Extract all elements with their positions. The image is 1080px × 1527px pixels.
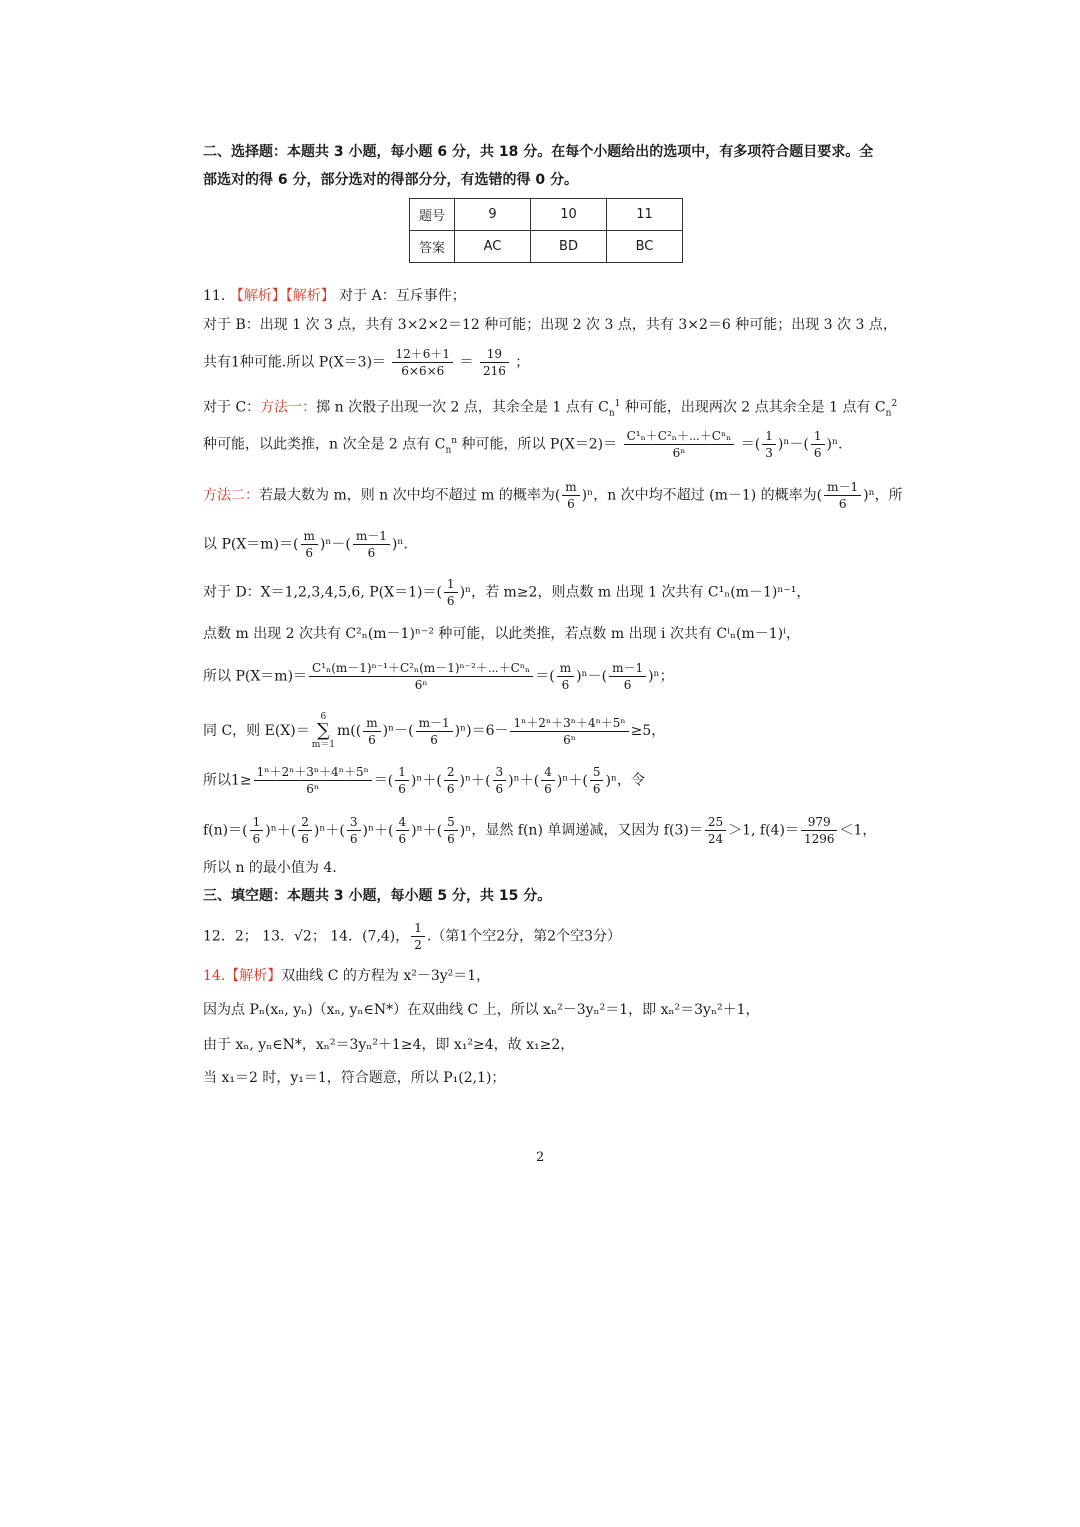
text-span: )ⁿ－( — [576, 668, 608, 685]
power-term: ( $\frac{4}{6}$ )ⁿ＋ — [533, 765, 583, 796]
sum-symbol: ∑ — [316, 720, 330, 741]
text-span: f(n)＝ — [203, 822, 243, 839]
text-span: m(( — [337, 723, 362, 739]
text-span: ，令 — [616, 772, 645, 789]
denominator: 6 — [368, 732, 376, 747]
fraction — [624, 428, 735, 461]
denominator: 6 — [430, 732, 438, 747]
denominator: 6 — [592, 782, 601, 796]
method-label: 方法一： — [260, 399, 317, 416]
fraction — [250, 814, 264, 847]
table-cell: BC — [607, 231, 683, 263]
denominator: 216 — [482, 364, 506, 378]
numerator: C¹ₙ＋C²ₙ＋⋯＋Cⁿₙ — [624, 428, 735, 445]
denominator: 6 — [301, 832, 309, 846]
text-span: 掷 n 次骰子出现一次 2 点，其余全是 1 点有 C — [316, 399, 609, 416]
fraction — [392, 346, 453, 379]
numerator: 19 — [480, 346, 509, 363]
numerator: 1 — [411, 920, 425, 937]
fraction — [480, 346, 509, 379]
q11-line-h: 所以 n 的最小值为 4. — [203, 860, 337, 876]
power-term: ( $\frac{5}{6}$ )ⁿ — [582, 765, 617, 796]
table-cell: 11 — [607, 199, 683, 231]
sum-upper: 6 — [320, 712, 327, 722]
denominator: 6 — [495, 782, 504, 796]
answer-table — [409, 198, 683, 263]
fraction — [353, 528, 390, 561]
power-term: ( $\frac{3}{6}$ )ⁿ＋ — [339, 815, 389, 846]
denominator: 6 — [349, 832, 358, 846]
numerator: 1 — [395, 764, 409, 781]
denominator: 2 — [414, 938, 422, 952]
q11-line-c1: 对于 C：方法一：掷 n 次骰子出现一次 2 点，其余全是 1 点有 $C_n^1$ 种可能，出现两次 2 点其余全是 1 点有 $C_n^2$ — [203, 399, 898, 419]
text-span: ，显然 f(n) 单调递减，又因为 f(3)＝ — [471, 822, 703, 839]
numerator: 1ⁿ＋2ⁿ＋3ⁿ＋4ⁿ＋5ⁿ — [254, 764, 372, 781]
text-span: 若最大数为 m，则 n 次中均不超过 m 的概率为( — [259, 487, 561, 504]
text-span: ＞1, f(4)＝ — [728, 822, 799, 839]
q11-number: 11. — [203, 288, 226, 304]
fraction — [254, 764, 372, 797]
numerator: 1 — [811, 428, 825, 445]
text-span: )ⁿ. — [391, 536, 408, 553]
q14-number: 14. — [203, 968, 226, 984]
table-cell: BD — [531, 231, 607, 263]
fraction — [824, 479, 861, 512]
fraction — [411, 920, 425, 953]
numerator: m－1 — [824, 479, 861, 496]
q11-tag: 【解析】【解析】 — [229, 288, 335, 304]
q11-line-d1 — [203, 576, 810, 609]
denominator: 6ⁿ — [414, 678, 428, 692]
denominator: 6ⁿ — [563, 732, 576, 747]
q14-line2: 因为点 Pₙ(xₙ, yₙ)（xₙ, yₙ∈N*）在双曲线 C 上，所以 xₙ²－3yₙ²＝1，即 xₙ²＝3yₙ²＋1， — [203, 1002, 760, 1018]
numerator: 3 — [347, 814, 361, 831]
text-span: ＝ — [373, 772, 388, 789]
q11-a: 对于 A：互斥事件； — [339, 288, 466, 304]
denominator: 6 — [561, 678, 570, 692]
q11-line-b2 — [203, 346, 529, 379]
numerator: 4 — [396, 814, 410, 831]
power-term: ( $\frac{1}{6}$ )ⁿ＋ — [242, 815, 291, 846]
denominator: 6×6×6 — [401, 364, 445, 378]
fraction — [301, 528, 318, 561]
table-row — [410, 199, 683, 231]
sum-lower: m＝1 — [311, 740, 335, 750]
q11-line-m3 — [203, 528, 408, 561]
table-cell: 9 — [455, 199, 531, 231]
power-series — [387, 765, 617, 796]
text-span: 以 P(X＝m)＝( — [203, 536, 299, 553]
numerator: m — [363, 715, 380, 732]
denominator: 6 — [544, 782, 552, 796]
text-span: 种可能，以此类推，n 次全是 2 点有 C — [203, 436, 446, 453]
numerator: 5 — [590, 764, 604, 781]
fraction — [347, 814, 361, 847]
power-term: ( $\frac{2}{6}$ )ⁿ＋ — [436, 765, 486, 796]
section2-heading-line1: 二、选择题：本题共 3 小题，每小题 6 分，共 18 分。在每个小题给出的选项中，有多项符合题目要求。全 — [203, 144, 874, 160]
text-span: )ⁿ，若 m≥2，则点数 m 出现 1 次共有 C¹ₙ(m－1)ⁿ⁻¹， — [459, 584, 811, 601]
text-span: 同 C，则 E(X)＝ — [203, 723, 310, 739]
numerator: 1 — [444, 576, 458, 593]
method-label: 方法二： — [203, 487, 259, 504]
text-span: .（第1个空2分，第2个空3分） — [426, 928, 622, 945]
q14-line4: 当 x₁＝2 时，y₁＝1，符合题意，所以 P₁(2,1)； — [203, 1070, 506, 1086]
text-span: ； — [515, 354, 530, 371]
q11-line-f — [203, 764, 645, 797]
text-span: 对于 D：X＝1,2,3,4,5,6, P(X＝1)＝( — [203, 584, 442, 601]
numerator: 1 — [250, 814, 264, 831]
fraction — [416, 715, 453, 748]
numerator: 1ⁿ＋2ⁿ＋3ⁿ＋4ⁿ＋5ⁿ — [510, 715, 628, 732]
fraction — [444, 576, 458, 609]
numerator: m－1 — [416, 715, 453, 732]
denominator: 6 — [813, 446, 822, 460]
text-span: )ⁿ－( — [382, 723, 414, 739]
section3-heading: 三、填空题：本题共 3 小题，每小题 5 分，共 15 分。 — [203, 888, 552, 904]
numerator: 1 — [762, 428, 776, 445]
numerator: 4 — [541, 764, 555, 781]
text-span: )ⁿ，所 — [863, 487, 903, 504]
text-span: )ⁿ)＝6－ — [454, 723, 509, 739]
denominator: 6 — [398, 782, 406, 796]
numerator: m－1 — [609, 660, 646, 677]
fraction — [811, 428, 825, 461]
text-span: )ⁿ－( — [319, 536, 351, 553]
fraction — [510, 715, 628, 748]
table-cell: AC — [455, 231, 531, 263]
denominator: 6 — [398, 832, 407, 846]
table-cell: 题号 — [410, 199, 455, 231]
fraction — [309, 660, 533, 693]
numerator: 2 — [444, 764, 458, 781]
text-span: 所以 P(X＝m)＝ — [203, 668, 308, 685]
power-term: ( $\frac{1}{6}$ )ⁿ＋ — [387, 765, 437, 796]
fraction — [395, 764, 409, 797]
numerator: 979 — [801, 814, 838, 831]
q14-line3: 由于 xₙ, yₙ∈N*，xₙ²＝3yₙ²＋1≥4，即 x₁²≥4，故 x₁≥2， — [203, 1037, 575, 1053]
q11-line-c2: 种可能，以此类推，n 次全是 2 点有 $C_n^n$ 种可能，所以 P(X＝2)＝ $\frac{\text{C¹ₙ＋C²ₙ＋⋯＋Cⁿₙ}}{\text{6ⁿ}}$ ＝( $\frac{1}{3}$ )ⁿ－( $\frac{1}{6}$ )ⁿ. — [203, 429, 843, 460]
q11-line-m2 — [203, 479, 903, 512]
denominator: 6ⁿ — [672, 446, 686, 460]
numerator: 2 — [298, 814, 312, 831]
text-span: 12．2； 13．√2； 14．(7,4)， — [203, 928, 410, 945]
q11-line-e — [203, 712, 665, 750]
fraction — [705, 814, 726, 847]
text-span: ≥5， — [630, 723, 666, 739]
denominator: 3 — [765, 446, 773, 460]
power-term: ( $\frac{2}{6}$ )ⁿ＋ — [290, 815, 340, 846]
summation — [312, 712, 335, 750]
denominator: 24 — [707, 832, 724, 846]
text-span: 所以1≥ — [203, 772, 252, 789]
fraction — [801, 814, 838, 847]
text-span: ＝ — [459, 354, 474, 371]
power-term: ( $\frac{3}{6}$ )ⁿ＋ — [485, 765, 534, 796]
fraction — [363, 715, 380, 748]
denominator: 1296 — [803, 832, 835, 846]
denominator: 6 — [623, 678, 632, 692]
q11-line-a — [203, 286, 466, 306]
denominator: 6 — [446, 594, 455, 608]
numerator: 5 — [444, 814, 458, 831]
text-span: ＝( — [740, 436, 761, 453]
numerator: 3 — [493, 764, 507, 781]
table-cell: 10 — [531, 199, 607, 231]
numerator: m — [562, 479, 579, 496]
numerator: m－1 — [353, 528, 390, 545]
q14-tag: 【解析】 — [225, 968, 282, 984]
power-term: ( $\frac{4}{6}$ )ⁿ＋ — [388, 815, 437, 846]
fraction — [541, 764, 555, 797]
section2-heading-line2: 部选对的得 6 分，部分选对的得部分分，有选错的得 0 分。 — [203, 172, 578, 188]
text-span: )ⁿ，n 次中均不超过 (m－1) 的概率为( — [581, 487, 823, 504]
text-span: 种可能，出现两次 2 点其余全是 1 点有 C — [620, 399, 886, 416]
table-row — [410, 231, 683, 263]
denominator: 6 — [305, 546, 314, 560]
text-span: )ⁿ. — [826, 436, 843, 453]
fraction — [298, 814, 312, 847]
fraction — [609, 660, 646, 693]
text-span: )ⁿ； — [648, 668, 674, 685]
denominator: 6 — [367, 546, 376, 560]
denominator: 6 — [567, 497, 575, 511]
text-span: 种可能，所以 P(X＝2)＝ — [457, 436, 618, 453]
text-span: 双曲线 C 的方程为 x²－3y²＝1， — [281, 968, 491, 984]
page-number: 2 — [536, 1150, 545, 1165]
numerator: C¹ₙ(m－1)ⁿ⁻¹＋C²ₙ(m－1)ⁿ⁻²＋⋯＋Cⁿₙ — [309, 660, 533, 677]
fraction — [396, 814, 410, 847]
q11-line-b1: 对于 B：出现 1 次 3 点，共有 3×2×2＝12 种可能；出现 2 次 3 点，共有 3×2＝6 种可能；出现 3 次 3 点， — [203, 317, 897, 333]
fraction — [562, 479, 579, 512]
fraction — [557, 660, 574, 693]
text-span: 共有1种可能.所以 P(X＝3)＝ — [203, 354, 387, 371]
power-series — [242, 815, 472, 846]
numerator: 25 — [705, 814, 726, 831]
table-cell: 答案 — [410, 231, 455, 263]
denominator: 6 — [446, 782, 455, 796]
fraction — [444, 764, 458, 797]
fraction — [493, 764, 507, 797]
q11-line-g — [203, 814, 876, 847]
text-span: 对于 C： — [203, 399, 261, 416]
power-term: ( $\frac{5}{6}$ )ⁿ — [436, 815, 472, 846]
fraction — [590, 764, 604, 797]
denominator: 6ⁿ — [306, 782, 320, 796]
q11-line-d2: 点数 m 出现 2 次共有 C²ₙ(m－1)ⁿ⁻² 种可能，以此类推，若点数 m 出现 i 次共有 Cⁱₙ(m－1)ⁱ， — [203, 626, 800, 642]
denominator: 6 — [838, 497, 847, 511]
numerator: 12＋6＋1 — [392, 346, 453, 363]
q11-line-d3 — [203, 660, 674, 693]
fraction — [762, 428, 776, 461]
numerator: m — [557, 660, 574, 677]
text-span: ＝( — [535, 668, 555, 685]
text-span: ＜1， — [839, 822, 877, 839]
q14-line1 — [203, 966, 490, 986]
denominator: 6 — [447, 832, 455, 846]
fraction — [444, 814, 458, 847]
denominator: 6 — [252, 832, 261, 846]
text-span: )ⁿ－( — [777, 436, 809, 453]
section3-answers — [203, 920, 621, 953]
numerator: m — [301, 528, 318, 545]
